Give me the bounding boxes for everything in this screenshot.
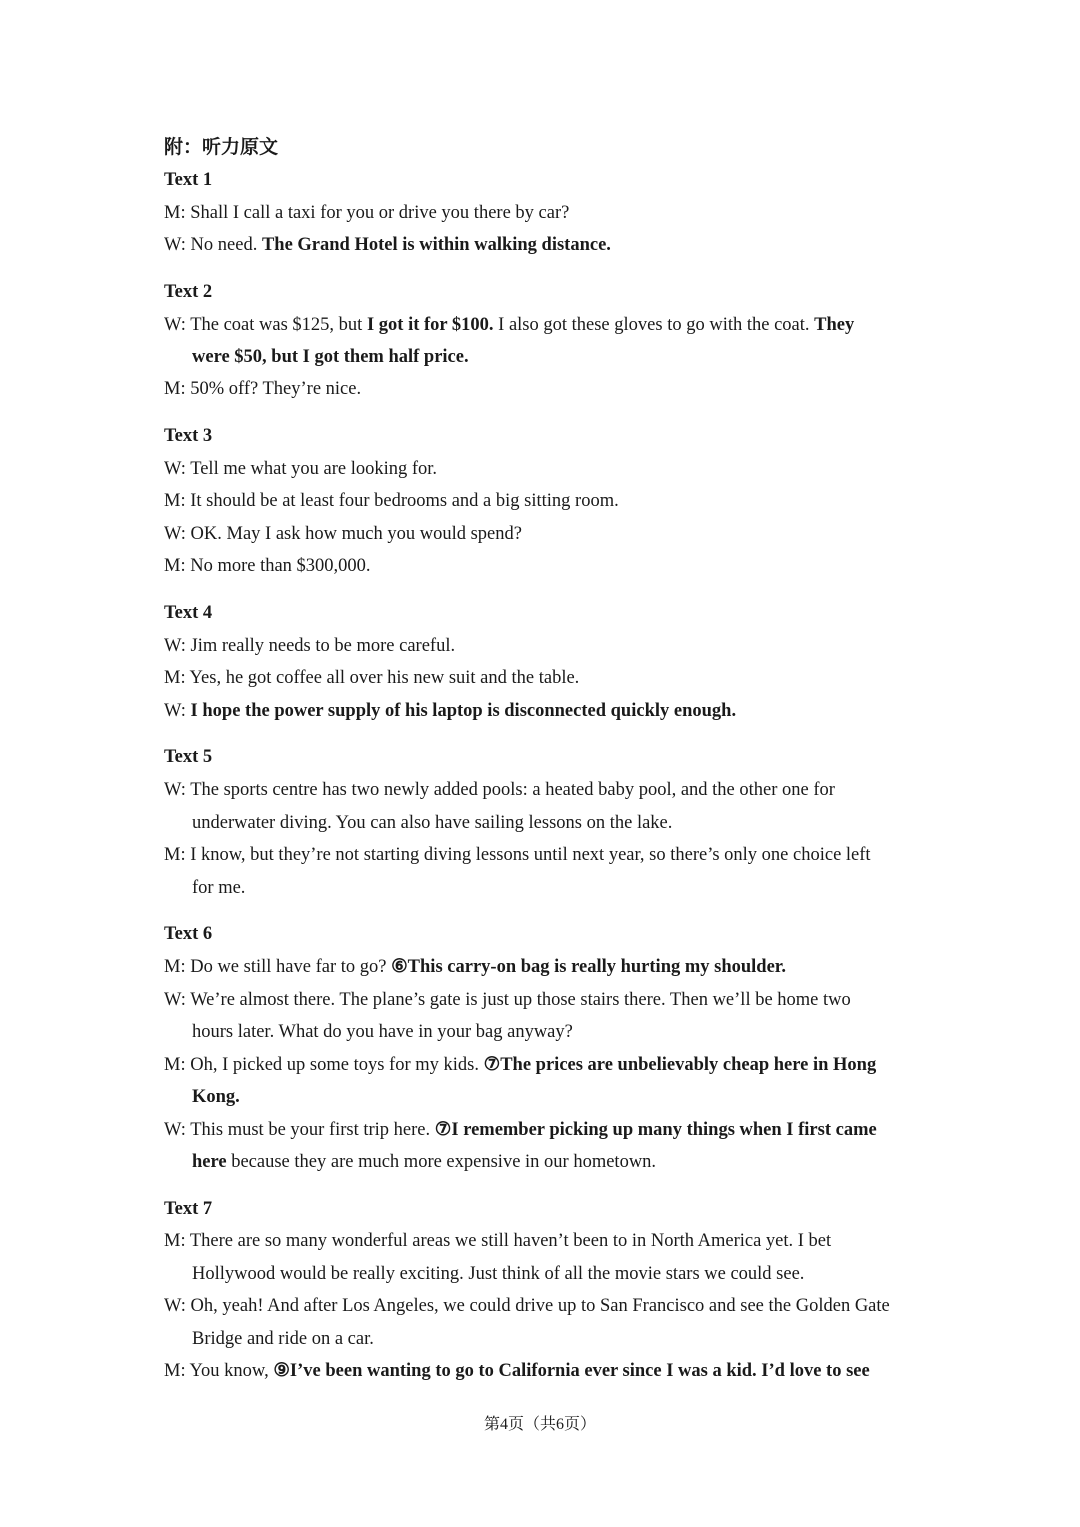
- text-segment: M: 50% off? They’re nice.: [164, 379, 362, 399]
- transcript-line: [192, 345, 952, 369]
- text-segment: Text 1: [164, 170, 213, 190]
- text-segment: underwater diving. You can also have sailing lessons on the lake.: [192, 813, 673, 833]
- transcript-line: [164, 1229, 924, 1253]
- transcript-line: [164, 457, 924, 481]
- text-segment: M: No more than $300,000.: [164, 556, 371, 576]
- text-segment: W: Tell me what you are looking for.: [164, 459, 438, 479]
- transcript-line: [192, 811, 952, 835]
- bold-segment: Kong.: [192, 1087, 240, 1107]
- text-segment: W: We’re almost there. The plane’s gate is just up those stairs there. Then we’ll be home two: [164, 990, 851, 1010]
- transcript-line: [164, 1359, 924, 1383]
- text-segment: M: I know, but they’re not starting diving lessons until next year, so there’s only one choice left: [164, 845, 871, 865]
- text-segment: Text 7: [164, 1199, 213, 1219]
- text-segment: I also got these gloves to go with the coat.: [493, 315, 815, 335]
- transcript-line: [164, 489, 924, 513]
- section-heading: [164, 922, 924, 946]
- text-segment: Text 4: [164, 603, 213, 623]
- text-segment: M: Do we still have far to go?: [164, 957, 392, 977]
- text-segment: W:: [164, 701, 191, 721]
- transcript-line: [164, 634, 924, 658]
- section-heading: [164, 745, 924, 769]
- text-segment: M: There are so many wonderful areas we still haven’t been to in North America yet. I bet: [164, 1231, 832, 1251]
- transcript-line: [164, 988, 924, 1012]
- transcript-line: [164, 377, 924, 401]
- transcript-line: [164, 699, 924, 723]
- transcript-line: [164, 1118, 924, 1142]
- section-heading: [164, 601, 924, 625]
- text-segment: Text 3: [164, 426, 213, 446]
- text-segment: M: You know,: [164, 1361, 274, 1381]
- text-segment: 附：听力原文: [164, 137, 279, 158]
- page-footer: 第4页（共6页）: [483, 1416, 596, 1433]
- text-segment: M: It should be at least four bedrooms and a big sitting room.: [164, 491, 619, 511]
- bold-segment: ⑨I’ve been wanting to go to California ever since I was a kid. I’d love to see: [273, 1361, 870, 1381]
- bold-segment: here: [192, 1152, 227, 1172]
- bold-segment: The Grand Hotel is within walking distance.: [261, 235, 611, 255]
- transcript-line: [192, 1020, 952, 1044]
- transcript-line: [164, 843, 924, 867]
- transcript-line: [192, 1327, 952, 1351]
- section-heading: [164, 168, 924, 192]
- text-segment: W: OK. May I ask how much you would spend?: [164, 524, 522, 544]
- text-segment: for me.: [192, 878, 246, 898]
- bold-segment: They: [814, 315, 855, 335]
- transcript-line: [192, 876, 952, 900]
- text-segment: Bridge and ride on a car.: [192, 1329, 374, 1349]
- transcript-line: [192, 1085, 952, 1109]
- text-segment: W: The sports centre has two newly added pools: a heated baby pool, and the other one for: [164, 780, 835, 800]
- transcript-line: [164, 233, 924, 257]
- bold-segment: ⑦The prices are unbelievably cheap here in Hong: [483, 1055, 877, 1075]
- transcript-line: [192, 1150, 952, 1174]
- section-heading: [164, 424, 924, 448]
- text-segment: Text 5: [164, 747, 213, 767]
- transcript-line: [164, 522, 924, 546]
- bold-segment: were $50, but I got them half price.: [192, 347, 469, 367]
- bold-segment: ⑥This carry-on bag is really hurting my shoulder.: [391, 957, 786, 977]
- document-title: [164, 136, 924, 160]
- text-segment: because they are much more expensive in our hometown.: [226, 1152, 657, 1172]
- text-segment: W: This must be your first trip here.: [164, 1120, 435, 1140]
- text-segment: hours later. What do you have in your bag anyway?: [192, 1022, 573, 1042]
- transcript-line: [164, 554, 924, 578]
- section-heading: [164, 1197, 924, 1221]
- text-segment: W: No need.: [164, 235, 262, 255]
- transcript-line: [164, 778, 924, 802]
- bold-segment: ⑦I remember picking up many things when I first came: [434, 1120, 877, 1140]
- transcript-line: [164, 1053, 924, 1077]
- transcript-line: [164, 313, 924, 337]
- text-segment: Text 6: [164, 924, 213, 944]
- transcript-line: [164, 201, 924, 225]
- text-segment: M: Yes, he got coffee all over his new suit and the table.: [164, 668, 580, 688]
- section-heading: [164, 280, 924, 304]
- text-segment: W: The coat was $125, but: [164, 315, 367, 335]
- transcript-line: [164, 955, 924, 979]
- text-segment: Text 2: [164, 282, 213, 302]
- text-segment: W: Oh, yeah! And after Los Angeles, we could drive up to San Francisco and see the Golden Gate: [164, 1296, 890, 1316]
- transcript-line: [164, 666, 924, 690]
- transcript-line: [192, 1262, 952, 1286]
- text-segment: Hollywood would be really exciting. Just think of all the movie stars we could see.: [192, 1264, 805, 1284]
- text-segment: M: Oh, I picked up some toys for my kids.: [164, 1055, 484, 1075]
- bold-segment: I hope the power supply of his laptop is disconnected quickly enough.: [190, 701, 737, 721]
- text-segment: M: Shall I call a taxi for you or drive you there by car?: [164, 203, 570, 223]
- text-segment: W: Jim really needs to be more careful.: [164, 636, 456, 656]
- transcript-line: [164, 1294, 924, 1318]
- bold-segment: I got it for $100.: [366, 315, 494, 335]
